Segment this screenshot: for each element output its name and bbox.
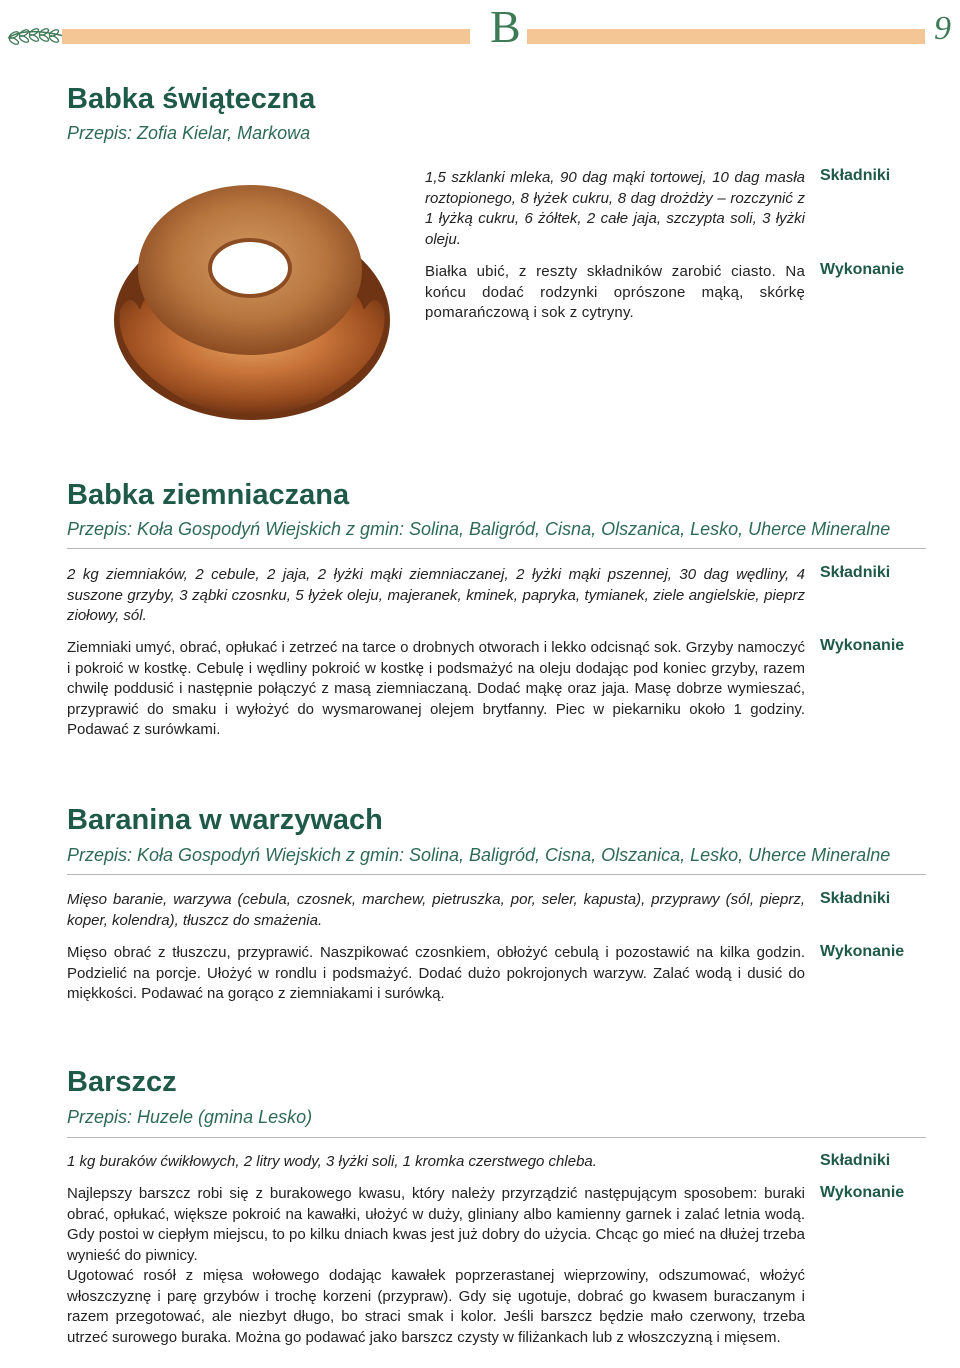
recipe-title: Babka świąteczna — [67, 83, 316, 115]
recipe-title: Baranina w warzywach — [67, 804, 383, 836]
section-letter: B — [490, 1, 521, 52]
method-label: Wykonanie — [820, 261, 905, 278]
ingredients-label: Składniki — [820, 564, 891, 581]
recipe-source: Przepis: Huzele (gmina Lesko) — [67, 1107, 313, 1127]
method-text: Ugotować rosół z mięsa wołowego dodając kawałek poprzerastanej wieprzowiny, odszumować, włożyć włoszczyznę i parę grzybów i trochę korzeni (przypraw). Gdy się ugotuje, dobrać go kwasem buraczanym i razem przegotować, ale niezbyt długo, bo straci smak i kolor. Jeśli barszcz będzie mało czerwony, trzeba utrzeć surowego buraka. Można go podawać jako barszcz czysty w filiżankach lub z włoszczyzną i mięsem. — [67, 1267, 805, 1346]
page-number: 9 — [934, 10, 951, 47]
method-text: Mięso obrać z tłuszczu, przyprawić. Naszpikować czosnkiem, obłożyć cebulą i pozostawić na kilka godzin. Podzielić na porcje. Ułożyć w rondlu i podsmażyć. Dodać dużo pokrojonych warzyw. Zalać wodą i dusić do miękkości. Podawać na gorąco z ziemniakami i surówką. — [67, 944, 805, 1002]
header-band-left — [62, 29, 470, 44]
method-text: Białka ubić, z reszty składników zarobić ciasto. Na końcu dodać rodzynki oprószone mąką, skórkę pomarańczową i sok z cytryny. — [425, 263, 805, 321]
method-label: Wykonanie — [820, 637, 905, 654]
method-label: Wykonanie — [820, 943, 905, 960]
recipe-source: Przepis: Zofia Kielar, Markowa — [67, 123, 311, 143]
recipe-source: Przepis: Koła Gospodyń Wiejskich z gmin: Solina, Baligród, Cisna, Olszanica, Lesko, Uherce Mineralne — [67, 519, 891, 539]
ingredients-text: 2 kg ziemniaków, 2 cebule, 2 jaja, 2 łyżki mąki ziemniaczanej, 2 łyżki mąki pszennej, 30 dag wędliny, 4 suszone grzyby, 3 ząbki czosnku, 5 łyżek oleju, majeranek, kminek, papryka, tymianek, ziele angielskie, pieprz ziołowy, sól. — [67, 566, 805, 624]
ingredients-text: 1 kg buraków ćwikłowych, 2 litry wody, 3 łyżki soli, 1 kromka czerstwego chleba. — [67, 1153, 597, 1170]
section-divider — [67, 548, 926, 549]
ingredients-label: Składniki — [820, 167, 891, 184]
method-text: Najlepszy barszcz robi się z burakowego kwasu, który należy przyrządzić następującym sposobem: buraki obrać, opłukać, większe pokroić na kawałki, ułożyć w duży, gliniany albo kamienny garnek i zalać letnia wodą. Gdy postoi w ciepłym miejscu, to po kilku dniach kwas jest już dobry do użycia. Chcąc go mieć na dłużej trzeba wynieść do piwnicy. — [67, 1185, 805, 1264]
section-divider — [67, 874, 926, 875]
recipe-source: Przepis: Koła Gospodyń Wiejskich z gmin: Solina, Baligród, Cisna, Olszanica, Lesko, Uherce Mineralne — [67, 845, 891, 865]
wheat-ornament-icon — [6, 24, 66, 50]
cake-image — [100, 160, 400, 430]
ingredients-text: 1,5 szklanki mleka, 90 dag mąki tortowej, 10 dag masła roztopionego, 8 łyżek cukru, 8 dag drożdży – rozczynić z 1 łyżką cukru, 6 żółtek, 2 całe jaja, szczypta soli, 3 łyżki oleju. — [425, 169, 805, 248]
method-text: Ziemniaki umyć, obrać, opłukać i zetrzeć na tarce o drobnych otworach i lekko odcisnąć sok. Grzyby namoczyć i pokroić w kostkę. Cebulę i wędliny pokroić w kostkę i podsmażyć na oleju dodając pod koniec grzyby, razem chwilę poddusić i następnie połączyć z masą ziemniaczaną. Dodać mąkę oraz jaja. Masę dobrze wymieszać, przyprawić do smaku i wyłożyć do wysmarowanej olejem brytfanny. Piec w piekarniku około 1 godziny. Podawać z surówkami. — [67, 639, 805, 738]
ingredients-text: Mięso baranie, warzywa (cebula, czosnek, marchew, pietruszka, por, seler, kapusta), przyprawy (sól, pieprz, koper, kolendra), tłuszcz do smażenia. — [67, 891, 805, 929]
ingredients-label: Składniki — [820, 890, 891, 907]
section-divider — [67, 1137, 926, 1138]
method-label: Wykonanie — [820, 1184, 905, 1201]
recipe-title: Barszcz — [67, 1066, 177, 1098]
ingredients-label: Składniki — [820, 1152, 891, 1169]
recipe-title: Babka ziemniaczana — [67, 479, 350, 511]
header-band-right — [527, 29, 925, 44]
